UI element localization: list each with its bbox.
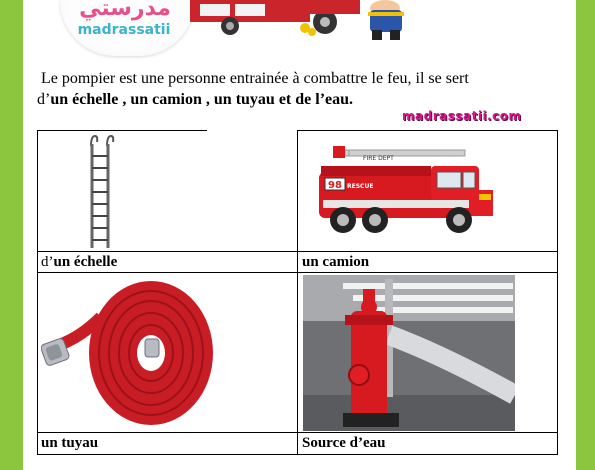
- ladder-label-prefix: d’: [41, 254, 54, 270]
- logo-latin-text: madrassatii: [77, 22, 171, 38]
- grid-line: [297, 130, 298, 455]
- grid-line: [557, 130, 558, 455]
- truck-rescue-text: RESCUE: [347, 183, 374, 190]
- page-frame-left: [0, 0, 23, 470]
- intro-line-2-bold: un échelle , un camion , un tuyau et de l’eau.: [50, 91, 354, 108]
- page-frame-right: [576, 0, 595, 470]
- fire-truck-image: [319, 144, 503, 236]
- grid-line: [37, 130, 207, 131]
- vocabulary-grid: [37, 130, 558, 455]
- grid-line: [37, 130, 38, 455]
- firefighter-cartoon-illustration: [190, 0, 420, 44]
- intro-paragraph: [37, 68, 557, 110]
- fire-hose-image: [41, 277, 215, 427]
- hose-label: un tuyau: [41, 435, 99, 451]
- grid-line: [297, 130, 558, 131]
- truck-dept-text: FIRE DEPT: [363, 155, 394, 162]
- ladder-label-text: un échelle: [53, 254, 118, 270]
- hydrant-label: Source d’eau: [302, 435, 386, 451]
- intro-line-1: Le pompier est une personne entrainée à combattre le feu, il se sert: [41, 70, 469, 87]
- intro-line-2-prefix: d’: [37, 91, 51, 108]
- ladder-image: [85, 134, 117, 250]
- fire-hydrant-image: [303, 275, 515, 431]
- watermark-text: madrassatii.com: [402, 109, 522, 123]
- truck-badge-number: 98: [328, 180, 342, 191]
- logo-arabic-text: مدرستي: [79, 0, 171, 21]
- ladder-label: [41, 254, 117, 271]
- truck-label: un camion: [302, 254, 370, 270]
